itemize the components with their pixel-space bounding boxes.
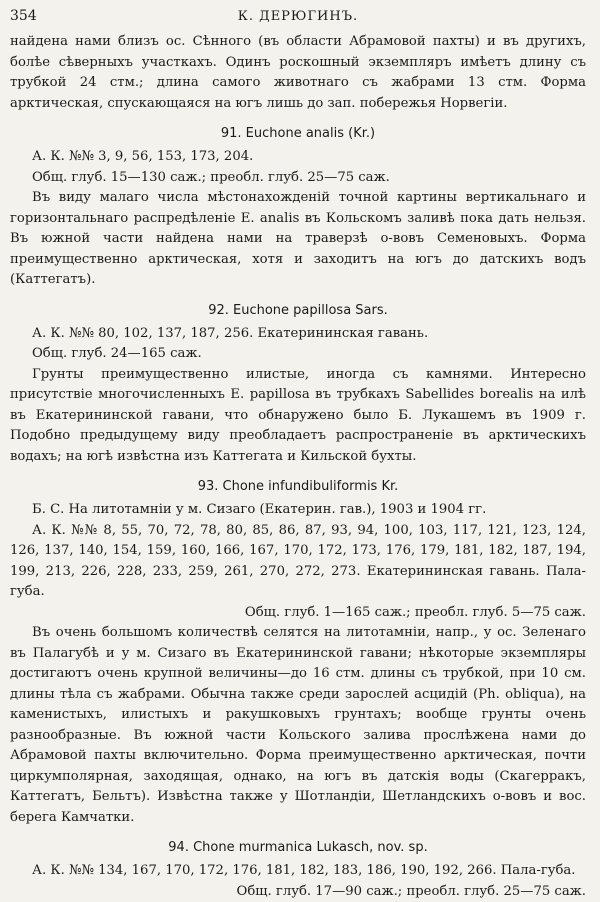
section-paragraph: Грунты преимущественно илистые, иногда съ камнями. Интересно присутствіе многочисленныхъ E. papillosa въ трубкахъ Sabellides borealis на илѣ въ Екатерининской гавани, что обнаружено было Б. Лукашемъ въ 1909 г. Подобно предыдущему виду преобладаетъ распространеніе въ арктическихъ водахъ; на югѣ извѣстна изъ Каттегата и Кильской бухты.: [10, 365, 586, 468]
section-heading-91: 91. Euchone analis (Kr.): [10, 126, 586, 141]
section-heading-92: 92. Euchone papillosa Sars.: [10, 303, 586, 318]
station-note: Б. С. На литотамніи у м. Сизаго (Екатерин. гав.), 1903 и 1904 гг.: [10, 500, 586, 521]
station-list: А. К. №№ 3, 9, 56, 153, 173, 204.: [10, 147, 586, 168]
station-list: А. К. №№ 134, 167, 170, 172, 176, 181, 182, 183, 186, 190, 192, 266. Пала-губа.: [10, 861, 586, 882]
station-list: А. К. №№ 8, 55, 70, 72, 78, 80, 85, 86, 87, 93, 94, 100, 103, 117, 121, 123, 124, 126, 137, 140, 154, 159, 160, 166, 167, 170, 172, 173, 176, 179, 181, 182, 187, 194, 199, 213, 226, 228, 233, 259, 261, 270, 272, 273. Екатерининская гавань. Пала-губа.: [10, 521, 586, 603]
depth-line: Общ. глуб. 1—165 саж.; преобл. глуб. 5—75 саж.: [10, 603, 586, 624]
running-title: К. ДЕРЮГИНЪ.: [50, 9, 546, 24]
depth-line: Общ. глуб. 17—90 саж.; преобл. глуб. 25—75 саж.: [10, 882, 586, 902]
section-heading-93: 93. Chone infundibuliformis Kr.: [10, 479, 586, 494]
page-number: 354: [10, 8, 50, 24]
station-list: А. К. №№ 80, 102, 137, 187, 256. Екатерининская гавань.: [10, 324, 586, 345]
depth-line: Общ. глуб. 15—130 саж.; преобл. глуб. 25—75 саж.: [10, 168, 586, 189]
depth-line: Общ. глуб. 24—165 саж.: [10, 344, 586, 365]
section-paragraph: Въ очень большомъ количествѣ селятся на литотамніи, напр., у ос. Зеленаго въ Палагубѣ и у м. Сизаго въ Екатерининской гавани; нѣкоторые экземпляры достигаютъ очень крупной величины—до 16 стм. длины съ трубкой, при 10 см. длины тѣла съ жабрами. Обычна также среди зарослей асцидій (Ph. obliqua), на каменистыхъ, илистыхъ и ракушковыхъ грунтахъ; вообще грунты очень разнообразные. Въ южной части Кольского залива прослѣжена нами до Абрамовой пахты включительно. Форма преимущественно арктическая, почти циркумполярная, заходящая, однако, на югъ въ датскія воды (Скагерракъ, Каттегатъ, Бельтъ). Извѣстна также у Шотландіи, Шетландскихъ о-вовъ и вос. берега Камчатки.: [10, 623, 586, 828]
section-paragraph: Въ виду малаго числа мѣстонахожденій точной картины вертикальнаго и горизонтальнаго распредѣленіе E. analis въ Кольскомъ заливѣ пока дать нельзя. Въ южной части найдена нами на траверзѣ о-вовъ Семеновыхъ. Форма преимущественно арктическая, хотя и заходитъ на югъ до датскихъ водъ (Каттегатъ).: [10, 188, 586, 291]
section-heading-94: 94. Chone murmanica Lukasch, nov. sp.: [10, 840, 586, 855]
intro-paragraph: найдена нами близъ ос. Сѣнного (въ области Абрамовой пахты) и въ другихъ, болѣе сѣверныхъ участкахъ. Одинъ роскошный экземпляръ имѣетъ длину съ трубкой 24 стм.; длина самого животнаго съ жабрами 13 стм. Форма арктическая, спускающаяся на югъ лишь до зап. побережья Норвегіи.: [10, 32, 586, 114]
page-header: [10, 8, 586, 24]
